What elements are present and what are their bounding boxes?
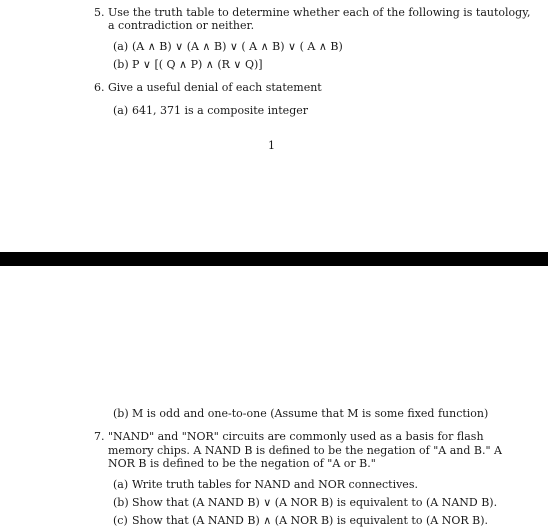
question-5-number: 5. [94,6,105,19]
page-number: 1 [268,139,275,152]
question-5 [94,6,530,19]
question-7-text-line-3: NOR B is defined to be the negation of "A or B." [108,457,376,470]
question-5-text-line-2: a contradiction or neither. [108,19,255,32]
question-6-number: 6. [94,81,105,94]
document-page-1 [0,0,548,252]
question-6 [94,81,322,94]
question-5-text-line-1: Use the truth table to determine whether each of the following is tautology, [108,6,531,19]
question-5b-label: (b) [113,58,129,71]
question-7c-text: Show that (A NAND B) ∧ (A NOR B) is equivalent to (A NOR B). [132,514,489,527]
document-page-2 [0,266,548,531]
question-6b-label: (b) [113,407,129,420]
question-7c-label: (c) [113,514,128,527]
question-6b [113,407,488,420]
page-divider [0,252,548,266]
question-5b-formula: P ∨ [( Q ∧ P) ∧ (R ∨ Q)] [132,58,263,71]
question-5b [113,58,263,71]
question-7b [113,496,497,509]
question-7a-text: Write truth tables for NAND and NOR connectives. [132,478,418,491]
question-5a-formula: (A ∧ B) ∨ (A ∧ B) ∨ ( A ∧ B) ∨ ( A ∧ B) [132,40,343,53]
question-5a-label: (a) [113,40,129,53]
question-7c [113,514,488,527]
question-7-number: 7. [94,430,105,443]
question-6a-label: (a) [113,104,129,117]
question-7a [113,478,418,491]
question-7b-text: Show that (A NAND B) ∨ (A NOR B) is equivalent to (A NAND B). [132,496,498,509]
question-6b-text: M is odd and one-to-one (Assume that M is some fixed function) [132,407,489,420]
question-7-text-line-1: "NAND" and "NOR" circuits are commonly used as a basis for flash [108,430,484,443]
question-7 [94,430,484,443]
question-7b-label: (b) [113,496,129,509]
question-5a [113,40,343,53]
question-6-text: Give a useful denial of each statement [108,81,322,94]
question-7a-label: (a) [113,478,129,491]
question-7-text-line-2: memory chips. A NAND B is defined to be the negation of "A and B." A [108,444,503,457]
question-6a [113,104,308,117]
question-6a-text: 641, 371 is a composite integer [132,104,309,117]
